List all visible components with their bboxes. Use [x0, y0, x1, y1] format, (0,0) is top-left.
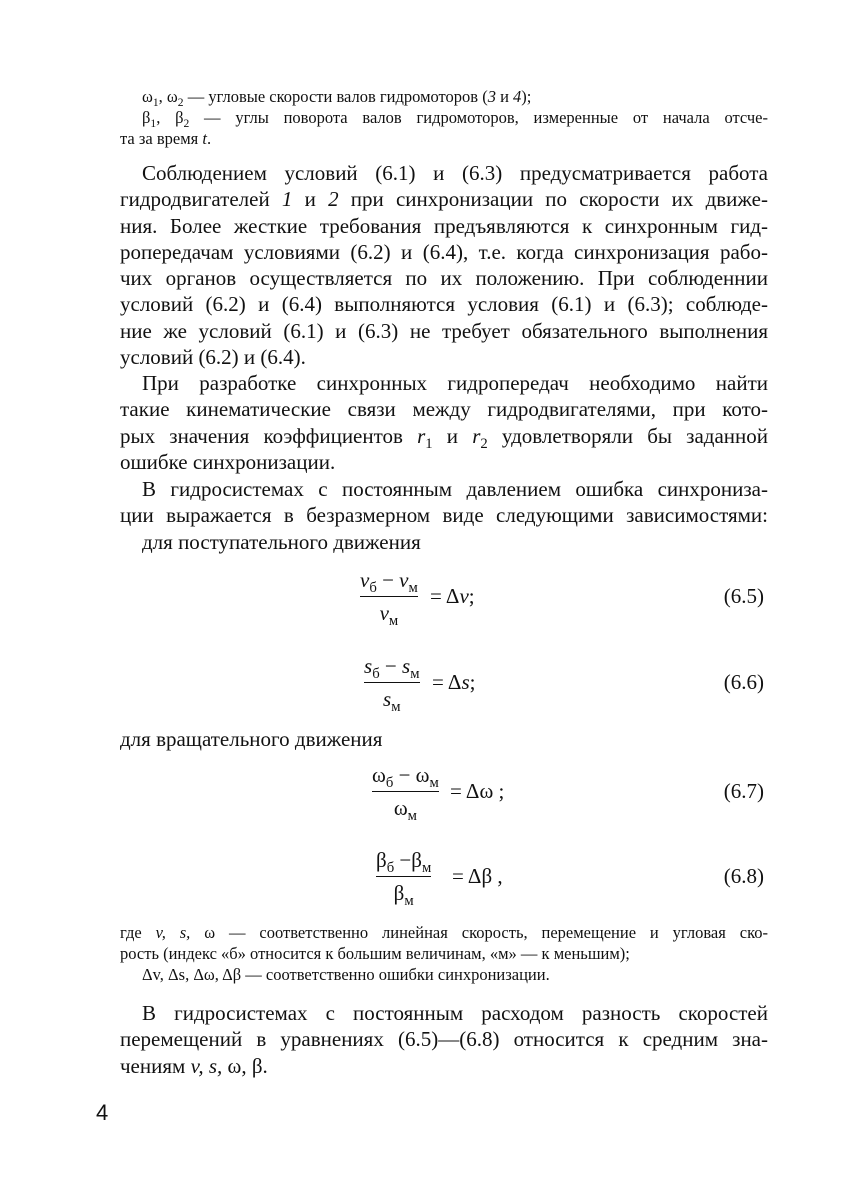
fraction-bar: [364, 682, 420, 683]
paragraph-line: Соблюдением условий (6.1) и (6.3) предусматривается работа: [142, 161, 768, 185]
definitions-top: [120, 86, 768, 149]
paragraph-line: В гидросистемах с постоянным расходом разность скоростей: [142, 1001, 768, 1025]
paragraph-line: рых значения коэффициентов $r_1$ и $r_2$ удовлетворяли бы заданной: [120, 423, 768, 452]
paragraph-line: условий (6.2) и (6.4) выполняются условия (6.1) и (6.3); соблюде-: [120, 292, 768, 317]
label-rotational: для вращательного движения: [120, 727, 383, 751]
equation-6-8: [120, 848, 768, 918]
label-translational: для поступательного движения: [142, 529, 421, 554]
paragraph-line: условий (6.2) и (6.4).: [120, 345, 306, 370]
fraction-bar: [372, 791, 439, 792]
paragraph-line: чениям v, s, ω, β.: [120, 1053, 268, 1078]
paragraph-line: чих органов осуществляется по их положению. При соблюденнии: [120, 266, 768, 291]
equation-fraction: $s_б - s_м$ $s_м$: [364, 654, 420, 716]
paragraph-line: ропередачам условиями (6.2) и (6.4), т.е. когда синхронизация рабо-: [120, 239, 768, 264]
equation-number: (6.6): [723, 670, 764, 694]
equation-number: (6.5): [723, 584, 764, 608]
paragraph-line: В гидросистемах с постоянным давлением ошибка синхрониза-: [142, 477, 768, 501]
paragraph-3: [120, 476, 768, 555]
definition-line: рость (индекс «б» относится к большим величинам, «м» — к меньшим);: [120, 944, 630, 963]
definitions-bottom: [120, 922, 768, 985]
paragraph-4: [120, 1000, 768, 1079]
equation-number: (6.7): [723, 779, 764, 803]
equation-6-7: [120, 763, 768, 833]
equation-rhs: = Δs;: [432, 670, 476, 694]
equation-fraction: $\omega_б - \omega_м$ $\omega_м$: [372, 763, 439, 825]
paragraph-line: перемещений в уравнениях (6.5)—(6.8) относится к средним зна-: [120, 1027, 768, 1052]
paragraph-1: [120, 160, 768, 370]
paragraph-line: При разработке синхронных гидропередач необходимо найти: [142, 371, 768, 395]
paragraph-line: ции выражается в безразмерном виде следующими зависимостями:: [120, 503, 768, 528]
equation-rhs: = Δβ ,: [452, 864, 503, 888]
definition-line: Δv, Δs, Δω, Δβ — соответственно ошибки синхронизации.: [142, 965, 550, 984]
paragraph-line: ния. Более жесткие требования предъявляются к синхронным гид-: [120, 213, 768, 238]
fraction-bar: [376, 876, 431, 877]
equation-number: (6.8): [723, 864, 764, 888]
paragraph-line: ние же условий (6.1) и (6.3) не требует обязательного выполнения: [120, 318, 768, 343]
definition-omega: $\omega_1$, $\omega_2$ — угловые скорости валов гидромоторов (3 и 4);: [142, 87, 532, 110]
equation-rhs: = Δω ;: [450, 779, 505, 803]
paragraph-line: ошибке синхронизации.: [120, 449, 336, 474]
definition-beta: $\beta_1$, $\beta_2$ — углы поворота валов гидромоторов, измеренные от начала отсче-: [142, 108, 769, 131]
fraction-bar: [360, 596, 418, 597]
paragraph-line: гидродвигателей 1 и 2 при синхронизации по скорости их движе-: [120, 187, 768, 212]
equation-rhs: = Δv;: [430, 584, 475, 608]
definition-beta-cont: та за время t.: [120, 129, 212, 148]
definition-line: где v, s, ω — соответственно линейная скорость, перемещение и угловая ско-: [120, 923, 768, 942]
equation-fraction: $v_б - v_м$ $v_м$: [360, 568, 418, 630]
equation-6-5: [120, 568, 768, 638]
paragraph-2: [120, 370, 768, 475]
paragraph-rotational: [120, 726, 768, 752]
equation-6-6: [120, 654, 768, 724]
equation-fraction: $\beta_б -\beta_м$ $\beta_м$: [376, 848, 432, 910]
paragraph-line: такие кинематические связи между гидродвигателями, при кото-: [120, 397, 768, 422]
page-number: 4: [96, 1100, 109, 1125]
